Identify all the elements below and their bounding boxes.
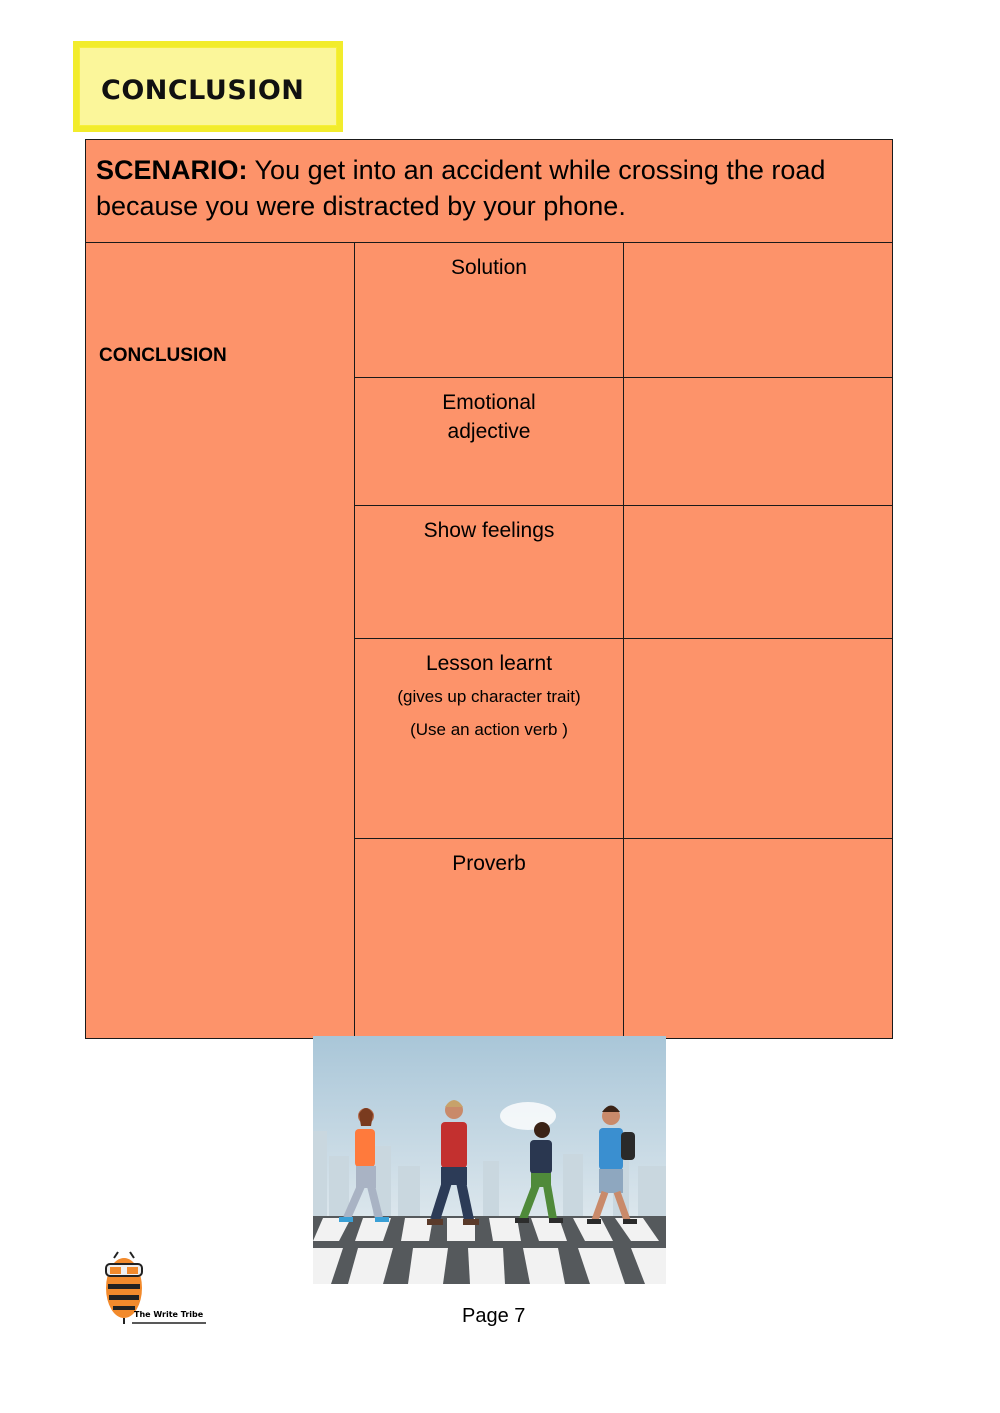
row-label-show-feelings: Show feelings [355,506,624,639]
row-label-solution: Solution [355,243,624,378]
section-header-box [73,41,343,132]
scenario-cell [86,140,893,243]
write-tribe-logo [100,1250,210,1326]
conclusion-row-header [86,243,355,1039]
pedestrians-crossing-illustration [313,1036,666,1284]
lesson-note-trait: (gives up character trait) [397,687,581,706]
conclusion-row-label: CONCLUSION [99,345,227,366]
conclusion-table [85,139,893,1039]
scenario-label: SCENARIO: [96,155,248,185]
answer-cell-lesson-learnt[interactable] [624,639,893,839]
section-header-title: CONCLUSION [101,75,305,106]
lesson-note-verb: (Use an action verb ) [410,720,568,739]
answer-cell-proverb[interactable] [624,839,893,1039]
answer-cell-emotional-adjective[interactable] [624,378,893,506]
page-number: Page 7 [462,1305,526,1327]
row-label-emotional-adjective: Emotional adjective [355,378,624,506]
write-tribe-logo-text: The Write Tribe [134,1310,204,1319]
row-label-lesson-learnt: Lesson learnt (gives up character trait) (Use an action verb ) [355,639,624,839]
answer-cell-solution[interactable] [624,243,893,378]
scenario-text: You get into an accident while crossing the road because you were distracted by your phone. [96,155,826,221]
answer-cell-show-feelings[interactable] [624,506,893,639]
row-label-proverb: Proverb [355,839,624,1039]
